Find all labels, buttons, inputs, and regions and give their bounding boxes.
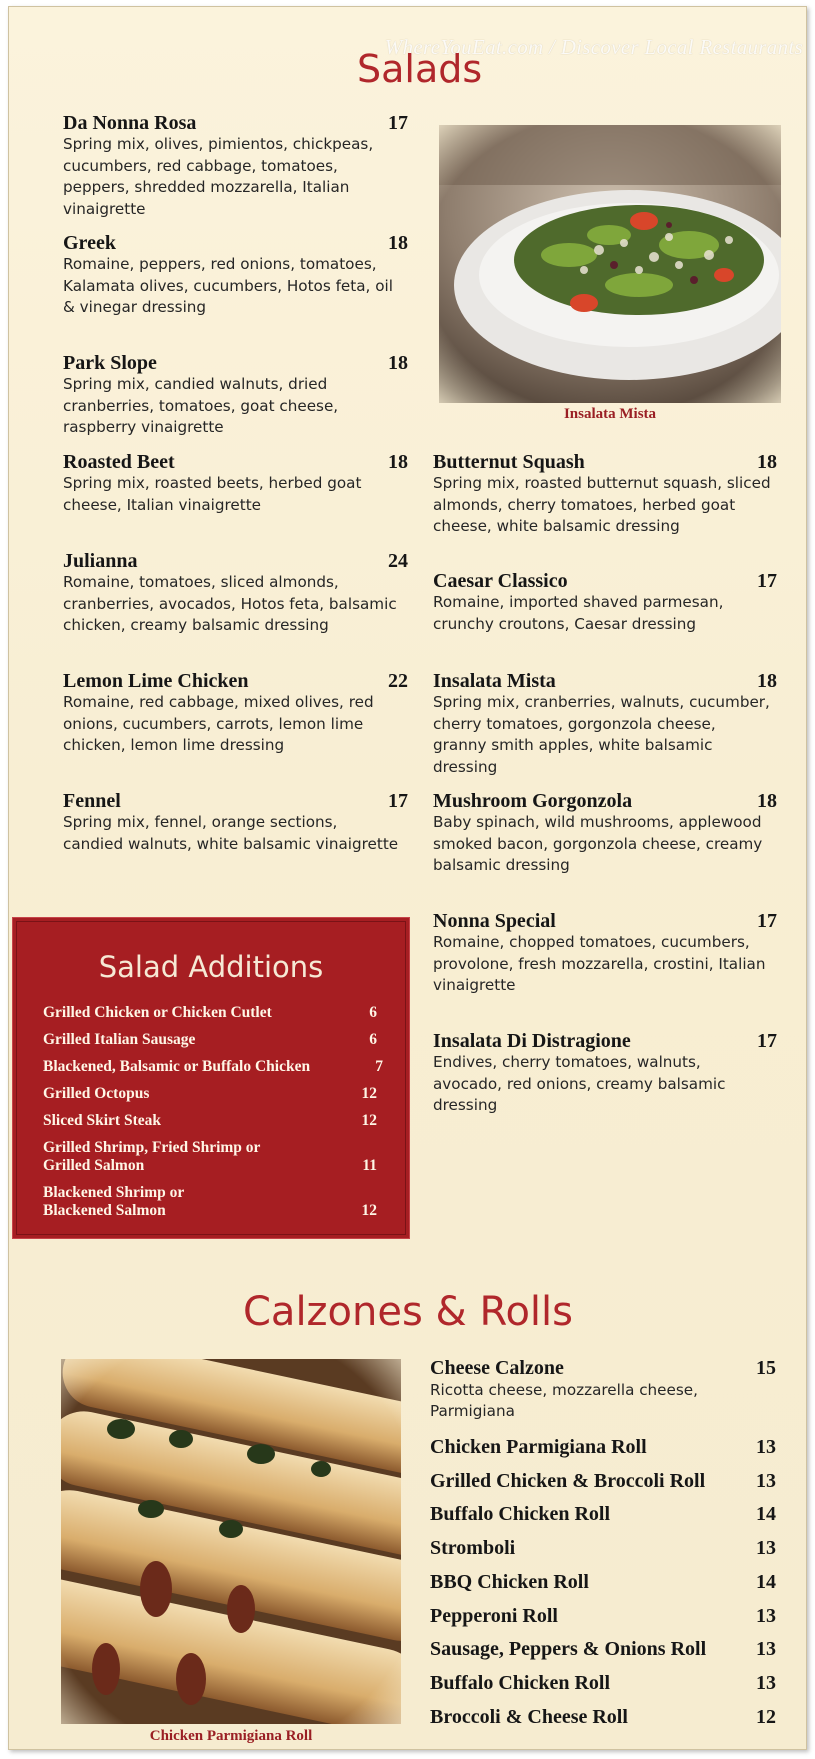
salad-item (433, 569, 777, 635)
roll-photo-caption: Chicken Parmigiana Roll (149, 1728, 313, 1744)
salad-item (63, 669, 408, 757)
item-price: 18 (388, 451, 408, 473)
item-price: 13 (756, 1605, 776, 1627)
salad-item (433, 669, 777, 778)
addition-item (43, 1004, 377, 1022)
item-price: 22 (388, 670, 408, 692)
item-price: 13 (756, 1537, 776, 1559)
addition-item (43, 1184, 377, 1220)
item-name: Roasted Beet (63, 451, 175, 473)
item-price: 18 (388, 352, 408, 374)
addition-price: 12 (361, 1085, 377, 1102)
item-price: 17 (388, 790, 408, 812)
item-name: Grilled Chicken & Broccoli Roll (430, 1470, 706, 1492)
addition-price: 11 (362, 1157, 377, 1174)
item-price: 12 (756, 1706, 776, 1728)
roll-item (430, 1502, 776, 1526)
item-name: Butternut Squash (433, 451, 585, 473)
watermark: WhereYouEat.com / Discover Local Restaurants (384, 35, 803, 59)
salad-item (63, 351, 408, 439)
roll-item (430, 1570, 776, 1594)
salad-additions-box (12, 917, 410, 1239)
item-price: 14 (756, 1571, 776, 1593)
addition-item (43, 1112, 377, 1130)
roll-item (430, 1705, 776, 1729)
item-price: 17 (757, 910, 777, 932)
salad-item (63, 450, 408, 516)
item-name: Julianna (63, 550, 138, 572)
item-name: Chicken Parmigiana Roll (430, 1436, 647, 1458)
item-price: 15 (756, 1357, 776, 1379)
salad-item (433, 789, 777, 877)
addition-price: 12 (361, 1112, 377, 1129)
item-name: Mushroom Gorgonzola (433, 790, 633, 812)
addition-price: 7 (375, 1058, 383, 1075)
roll-item (430, 1536, 776, 1560)
salad-photo (439, 125, 781, 403)
item-price: 18 (388, 232, 408, 254)
item-name: Buffalo Chicken Roll (430, 1503, 611, 1525)
item-price: 17 (757, 570, 777, 592)
addition-item (43, 1058, 383, 1076)
item-price: 13 (756, 1638, 776, 1660)
addition-price: 6 (369, 1031, 377, 1048)
item-description: Spring mix, olives, pimientos, chickpeas, cucumbers, red cabbage, tomatoes, peppers, shredded mozzarella, Italian vinaigrette (63, 135, 374, 218)
item-name: Park Slope (63, 352, 157, 374)
addition-item (43, 1139, 377, 1175)
salad-item (63, 231, 408, 319)
salad-item (433, 909, 777, 997)
salad-item (63, 789, 408, 855)
item-description: Spring mix, cranberries, walnuts, cucumber, cherry tomatoes, gorgonzola cheese, granny smith apples, white balsamic dressing (433, 693, 770, 776)
item-name: Pepperoni Roll (430, 1605, 558, 1627)
item-name: Nonna Special (433, 910, 556, 932)
salad-item (433, 450, 777, 538)
item-description: Romaine, imported shaved parmesan, crunchy croutons, Caesar dressing (433, 593, 724, 633)
item-description: Endives, cherry tomatoes, walnuts, avocado, red onions, creamy balsamic dressing (433, 1053, 726, 1114)
item-description: Baby spinach, wild mushrooms, applewood smoked bacon, gorgonzola cheese, creamy balsamic dressing (433, 813, 763, 874)
addition-name: Blackened, Balsamic or Buffalo Chicken (43, 1058, 311, 1075)
salad-item (63, 111, 408, 220)
roll-item (430, 1469, 776, 1493)
item-description: Spring mix, candied walnuts, dried cranberries, tomatoes, goat cheese, raspberry vinaigrette (63, 375, 339, 436)
item-name: Stromboli (430, 1537, 516, 1559)
addition-name: Grilled Octopus (43, 1085, 150, 1102)
item-description: Spring mix, roasted beets, herbed goat cheese, Italian vinaigrette (63, 474, 362, 514)
roll-item (430, 1671, 776, 1695)
item-name: Broccoli & Cheese Roll (430, 1706, 628, 1728)
item-name: Da Nonna Rosa (63, 112, 197, 134)
item-name: Insalata Mista (433, 670, 556, 692)
item-name: BBQ Chicken Roll (430, 1571, 589, 1593)
item-price: 18 (757, 790, 777, 812)
item-price: 24 (388, 550, 408, 572)
item-name: Greek (63, 232, 116, 254)
item-price: 17 (757, 1030, 777, 1052)
item-price: 13 (756, 1672, 776, 1694)
item-description: Romaine, peppers, red onions, tomatoes, Kalamata olives, cucumbers, Hotos feta, oil & vinegar dressing (63, 255, 393, 316)
roll-item (430, 1356, 776, 1422)
item-price: 18 (757, 451, 777, 473)
menu-page (8, 6, 807, 1750)
item-name: Lemon Lime Chicken (63, 670, 249, 692)
addition-name: Grilled Chicken or Chicken Cutlet (43, 1004, 272, 1021)
addition-name: Grilled Italian Sausage (43, 1031, 196, 1048)
addition-name: Grilled Shrimp, Fried Shrimp or Grilled Salmon (43, 1139, 261, 1174)
addition-item (43, 1031, 377, 1049)
item-name: Sausage, Peppers & Onions Roll (430, 1638, 707, 1660)
item-name: Fennel (63, 790, 121, 812)
item-description: Spring mix, roasted butternut squash, sliced almonds, cherry tomatoes, herbed goat cheese, white balsamic dressing (433, 474, 771, 535)
salad-photo-caption: Insalata Mista (563, 406, 657, 422)
addition-item (43, 1085, 377, 1103)
item-description: Spring mix, fennel, orange sections, candied walnuts, white balsamic vinaigrette (63, 813, 399, 853)
item-price: 17 (388, 112, 408, 134)
roll-photo (61, 1359, 401, 1724)
item-price: 14 (756, 1503, 776, 1525)
additions-title: Salad Additions (98, 950, 324, 984)
addition-price: 12 (361, 1202, 377, 1219)
addition-name: Sliced Skirt Steak (43, 1112, 161, 1129)
addition-name: Blackened Shrimp or Blackened Salmon (43, 1184, 184, 1219)
item-description: Ricotta cheese, mozzarella cheese, Parmigiana (430, 1381, 698, 1420)
item-price: 18 (757, 670, 777, 692)
addition-price: 6 (369, 1004, 377, 1021)
item-description: Romaine, chopped tomatoes, cucumbers, provolone, fresh mozzarella, crostini, Italian vinaigrette (433, 933, 766, 994)
item-name: Cheese Calzone (430, 1357, 564, 1379)
roll-item (430, 1637, 776, 1661)
item-name: Buffalo Chicken Roll (430, 1672, 611, 1694)
item-name: Insalata Di Distragione (433, 1030, 631, 1052)
roll-item (430, 1435, 776, 1459)
calzones-title: Calzones & Rolls (243, 1289, 573, 1335)
item-description: Romaine, tomatoes, sliced almonds, cranberries, avocados, Hotos feta, balsamic chicken, creamy balsamic dressing (63, 573, 397, 634)
item-price: 13 (756, 1436, 776, 1458)
roll-item (430, 1604, 776, 1628)
item-name: Caesar Classico (433, 570, 568, 592)
salad-item (63, 549, 408, 637)
item-description: Romaine, red cabbage, mixed olives, red onions, cucumbers, carrots, lemon lime chicken, lemon lime dressing (63, 693, 374, 754)
salads-title: Salads (357, 47, 483, 91)
item-price: 13 (756, 1470, 776, 1492)
salad-item (433, 1029, 777, 1117)
